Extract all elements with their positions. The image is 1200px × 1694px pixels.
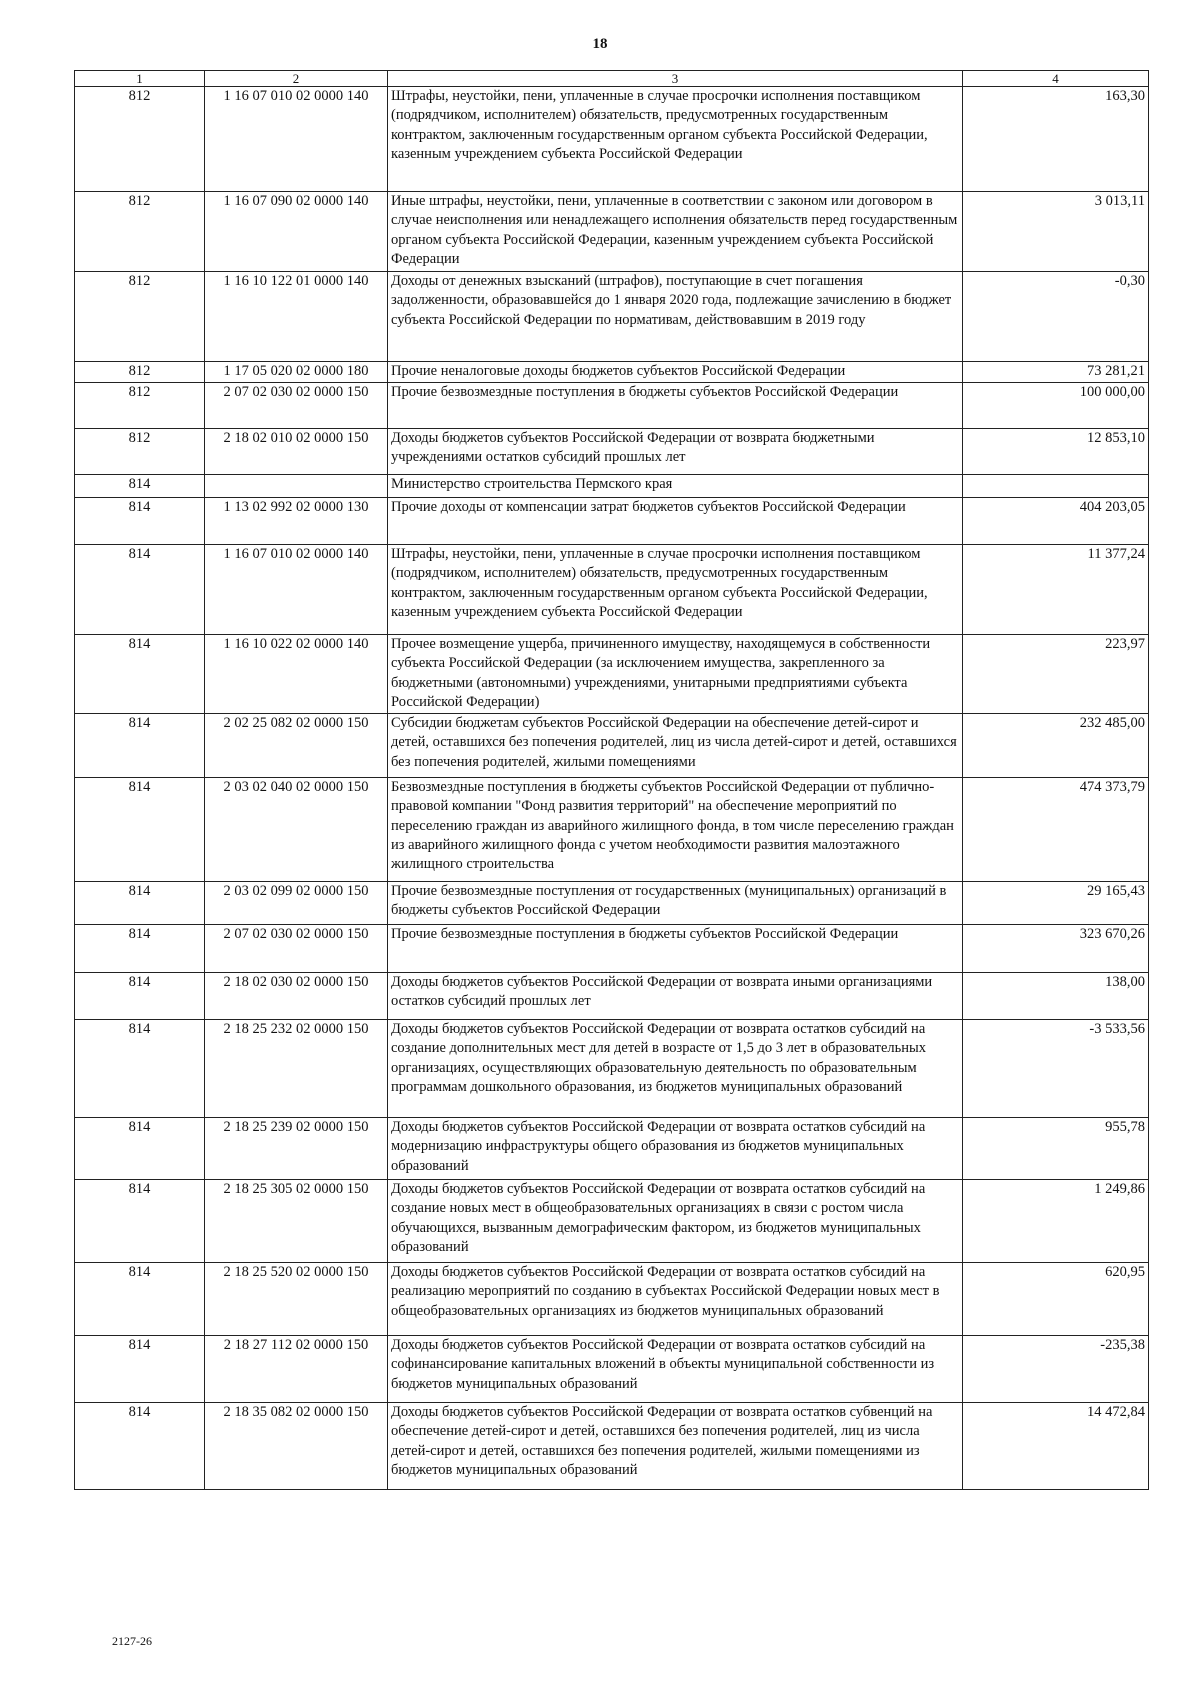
budget-code-cell: 2 18 35 082 02 0000 150 (205, 1403, 388, 1490)
budget-code-cell: 2 18 25 239 02 0000 150 (205, 1118, 388, 1180)
table-row (75, 778, 1149, 882)
amount-cell: -3 533,56 (963, 1020, 1149, 1118)
header-col-1: 1 (75, 71, 205, 87)
amount-cell: 232 485,00 (963, 714, 1149, 778)
header-col-4: 4 (963, 71, 1149, 87)
table-row (75, 635, 1149, 714)
revenue-name-cell: Прочие безвозмездные поступления от государственных (муниципальных) организаций в бюджеты субъектов Российской Федерации (388, 882, 963, 925)
admin-code-cell: 814 (75, 1118, 205, 1180)
table-row (75, 973, 1149, 1020)
table-row (75, 1336, 1149, 1403)
budget-code-cell: 1 13 02 992 02 0000 130 (205, 498, 388, 545)
revenue-name-cell: Штрафы, неустойки, пени, уплаченные в случае просрочки исполнения поставщиком (подрядчиком, исполнителем) обязательств, предусмотренных государственным контрактом, заключенным государственным органом субъекта Российской Федерации, казенным учреждением субъекта Российской Федерации (388, 87, 963, 192)
table-row (75, 882, 1149, 925)
admin-code-cell: 814 (75, 1336, 205, 1403)
revenue-name-cell: Доходы бюджетов субъектов Российской Федерации от возврата остатков субсидий на модернизацию инфраструктуры общего образования из бюджетов муниципальных образований (388, 1118, 963, 1180)
table-row (75, 545, 1149, 635)
table-row (75, 498, 1149, 545)
table-row (75, 1403, 1149, 1490)
amount-cell: 474 373,79 (963, 778, 1149, 882)
amount-cell (963, 475, 1149, 498)
admin-code-cell: 814 (75, 1180, 205, 1263)
admin-code-cell: 814 (75, 973, 205, 1020)
table-row (75, 1020, 1149, 1118)
admin-code-cell: 814 (75, 498, 205, 545)
revenue-name-cell: Прочие неналоговые доходы бюджетов субъектов Российской Федерации (388, 362, 963, 383)
budget-code-cell: 2 18 25 232 02 0000 150 (205, 1020, 388, 1118)
amount-cell: 3 013,11 (963, 192, 1149, 272)
revenue-name-cell: Прочие доходы от компенсации затрат бюджетов субъектов Российской Федерации (388, 498, 963, 545)
amount-cell: 12 853,10 (963, 429, 1149, 475)
amount-cell: 223,97 (963, 635, 1149, 714)
table-row (75, 475, 1149, 498)
budget-code-cell: 2 02 25 082 02 0000 150 (205, 714, 388, 778)
admin-code-cell: 814 (75, 1263, 205, 1336)
budget-code-cell: 2 07 02 030 02 0000 150 (205, 383, 388, 429)
budget-code-cell: 2 07 02 030 02 0000 150 (205, 925, 388, 973)
table-row (75, 383, 1149, 429)
revenue-name-cell: Доходы бюджетов субъектов Российской Федерации от возврата остатков субсидий на создание новых мест в общеобразовательных организациях в связи с ростом числа обучающихся, вызванным демографическим фактором, из бюджетов муниципальных образований (388, 1180, 963, 1263)
amount-cell: 163,30 (963, 87, 1149, 192)
amount-cell: 404 203,05 (963, 498, 1149, 545)
revenue-name-cell: Иные штрафы, неустойки, пени, уплаченные в соответствии с законом или договором в случае неисполнения или ненадлежащего исполнения обязательств перед государственным органом субъекта Российской Федерации, казенным учреждением субъекта Российской Федерации (388, 192, 963, 272)
page-number: 18 (592, 36, 608, 52)
admin-code-cell: 814 (75, 545, 205, 635)
admin-code-cell: 814 (75, 882, 205, 925)
budget-code-cell: 1 16 10 022 02 0000 140 (205, 635, 388, 714)
table-row (75, 714, 1149, 778)
amount-cell: 323 670,26 (963, 925, 1149, 973)
budget-code-cell: 1 17 05 020 02 0000 180 (205, 362, 388, 383)
revenue-name-cell: Доходы бюджетов субъектов Российской Федерации от возврата бюджетными учреждениями остатков субсидий прошлых лет (388, 429, 963, 475)
revenue-name-cell: Доходы бюджетов субъектов Российской Федерации от возврата остатков субвенций на обеспечение детей-сирот и детей, оставшихся без попечения родителей, лиц из числа детей-сирот и детей, оставшихся без попечения родителей, жилыми помещениями из бюджетов муниципальных образований (388, 1403, 963, 1490)
revenue-name-cell: Безвозмездные поступления в бюджеты субъектов Российской Федерации от публично-правовой компании "Фонд развития территорий" на обеспечение мероприятий по переселению граждан из аварийного жилищного фонда, в том числе переселению граждан из аварийного жилищного фонда с учетом необходимости развития малоэтажного жилищного строительства (388, 778, 963, 882)
revenue-name-cell: Прочее возмещение ущерба, причиненного имуществу, находящемуся в собственности субъекта Российской Федерации (за исключением имущества, закрепленного за бюджетными (автономными) учреждениями, унитарными предприятиями субъекта Российской Федерации) (388, 635, 963, 714)
table-row (75, 1180, 1149, 1263)
amount-cell: 14 472,84 (963, 1403, 1149, 1490)
revenue-name-cell: Доходы бюджетов субъектов Российской Федерации от возврата остатков субсидий на софинансирование капитальных вложений в объекты муниципальной собственности из бюджетов муниципальных образований (388, 1336, 963, 1403)
admin-code-cell: 814 (75, 1403, 205, 1490)
revenue-name-cell: Прочие безвозмездные поступления в бюджеты субъектов Российской Федерации (388, 383, 963, 429)
amount-cell: -235,38 (963, 1336, 1149, 1403)
revenue-name-cell: Прочие безвозмездные поступления в бюджеты субъектов Российской Федерации (388, 925, 963, 973)
table-row (75, 1118, 1149, 1180)
budget-code-cell: 2 18 25 305 02 0000 150 (205, 1180, 388, 1263)
table-row (75, 925, 1149, 973)
table-row (75, 1263, 1149, 1336)
budget-code-cell: 2 18 25 520 02 0000 150 (205, 1263, 388, 1336)
header-row (75, 71, 1149, 87)
admin-code-cell: 814 (75, 635, 205, 714)
revenue-name-cell: Доходы от денежных взысканий (штрафов), поступающие в счет погашения задолженности, образовавшейся до 1 января 2020 года, подлежащие зачислению в бюджет субъекта Российской Федерации по нормативам, действовавшим в 2019 году (388, 272, 963, 362)
table-row (75, 362, 1149, 383)
budget-code-cell: 2 03 02 099 02 0000 150 (205, 882, 388, 925)
revenue-name-cell: Штрафы, неустойки, пени, уплаченные в случае просрочки исполнения поставщиком (подрядчиком, исполнителем) обязательств, предусмотренных государственным контрактом, заключенным государственным органом субъекта Российской Федерации, казенным учреждением субъекта Российской Федерации (388, 545, 963, 635)
revenue-name-cell: Доходы бюджетов субъектов Российской Федерации от возврата остатков субсидий на реализацию мероприятий по созданию в субъектах Российской Федерации новых мест в общеобразовательных организациях из бюджетов муниципальных образований (388, 1263, 963, 1336)
amount-cell: -0,30 (963, 272, 1149, 362)
admin-code-cell: 812 (75, 383, 205, 429)
amount-cell: 11 377,24 (963, 545, 1149, 635)
admin-code-cell: 814 (75, 475, 205, 498)
header-col-3: 3 (388, 71, 963, 87)
amount-cell: 29 165,43 (963, 882, 1149, 925)
amount-cell: 138,00 (963, 973, 1149, 1020)
admin-code-cell: 814 (75, 778, 205, 882)
admin-code-cell: 814 (75, 925, 205, 973)
budget-code-cell: 2 03 02 040 02 0000 150 (205, 778, 388, 882)
amount-cell: 100 000,00 (963, 383, 1149, 429)
amount-cell: 620,95 (963, 1263, 1149, 1336)
revenue-name-cell: Субсидии бюджетам субъектов Российской Федерации на обеспечение детей-сирот и детей, оставшихся без попечения родителей, лиц из числа детей-сирот и детей, оставшихся без попечения родителей, жилыми помещениями (388, 714, 963, 778)
revenue-name-cell: Доходы бюджетов субъектов Российской Федерации от возврата остатков субсидий на создание дополнительных мест для детей в возрасте от 1,5 до 3 лет в образовательных организациях, осуществляющих образовательную деятельность по образовательным программам дошкольного образования, из бюджетов муниципальных образований (388, 1020, 963, 1118)
budget-code-cell (205, 475, 388, 498)
admin-code-cell: 814 (75, 1020, 205, 1118)
revenue-name-cell: Доходы бюджетов субъектов Российской Федерации от возврата иными организациями остатков субсидий прошлых лет (388, 973, 963, 1020)
table-row (75, 272, 1149, 362)
budget-code-cell: 1 16 10 122 01 0000 140 (205, 272, 388, 362)
table-row (75, 87, 1149, 192)
document-code: 2127-26 (112, 1634, 152, 1648)
admin-code-cell: 812 (75, 429, 205, 475)
header-col-2: 2 (205, 71, 388, 87)
admin-code-cell: 812 (75, 87, 205, 192)
budget-code-cell: 2 18 27 112 02 0000 150 (205, 1336, 388, 1403)
admin-code-cell: 812 (75, 192, 205, 272)
revenue-table (74, 70, 1149, 1490)
admin-code-cell: 814 (75, 714, 205, 778)
amount-cell: 73 281,21 (963, 362, 1149, 383)
revenue-name-cell: Министерство строительства Пермского края (388, 475, 963, 498)
budget-code-cell: 2 18 02 010 02 0000 150 (205, 429, 388, 475)
table-body (75, 87, 1149, 1490)
budget-code-cell: 2 18 02 030 02 0000 150 (205, 973, 388, 1020)
table-row (75, 192, 1149, 272)
admin-code-cell: 812 (75, 362, 205, 383)
table-row (75, 429, 1149, 475)
budget-code-cell: 1 16 07 090 02 0000 140 (205, 192, 388, 272)
admin-code-cell: 812 (75, 272, 205, 362)
amount-cell: 955,78 (963, 1118, 1149, 1180)
amount-cell: 1 249,86 (963, 1180, 1149, 1263)
budget-code-cell: 1 16 07 010 02 0000 140 (205, 545, 388, 635)
budget-code-cell: 1 16 07 010 02 0000 140 (205, 87, 388, 192)
